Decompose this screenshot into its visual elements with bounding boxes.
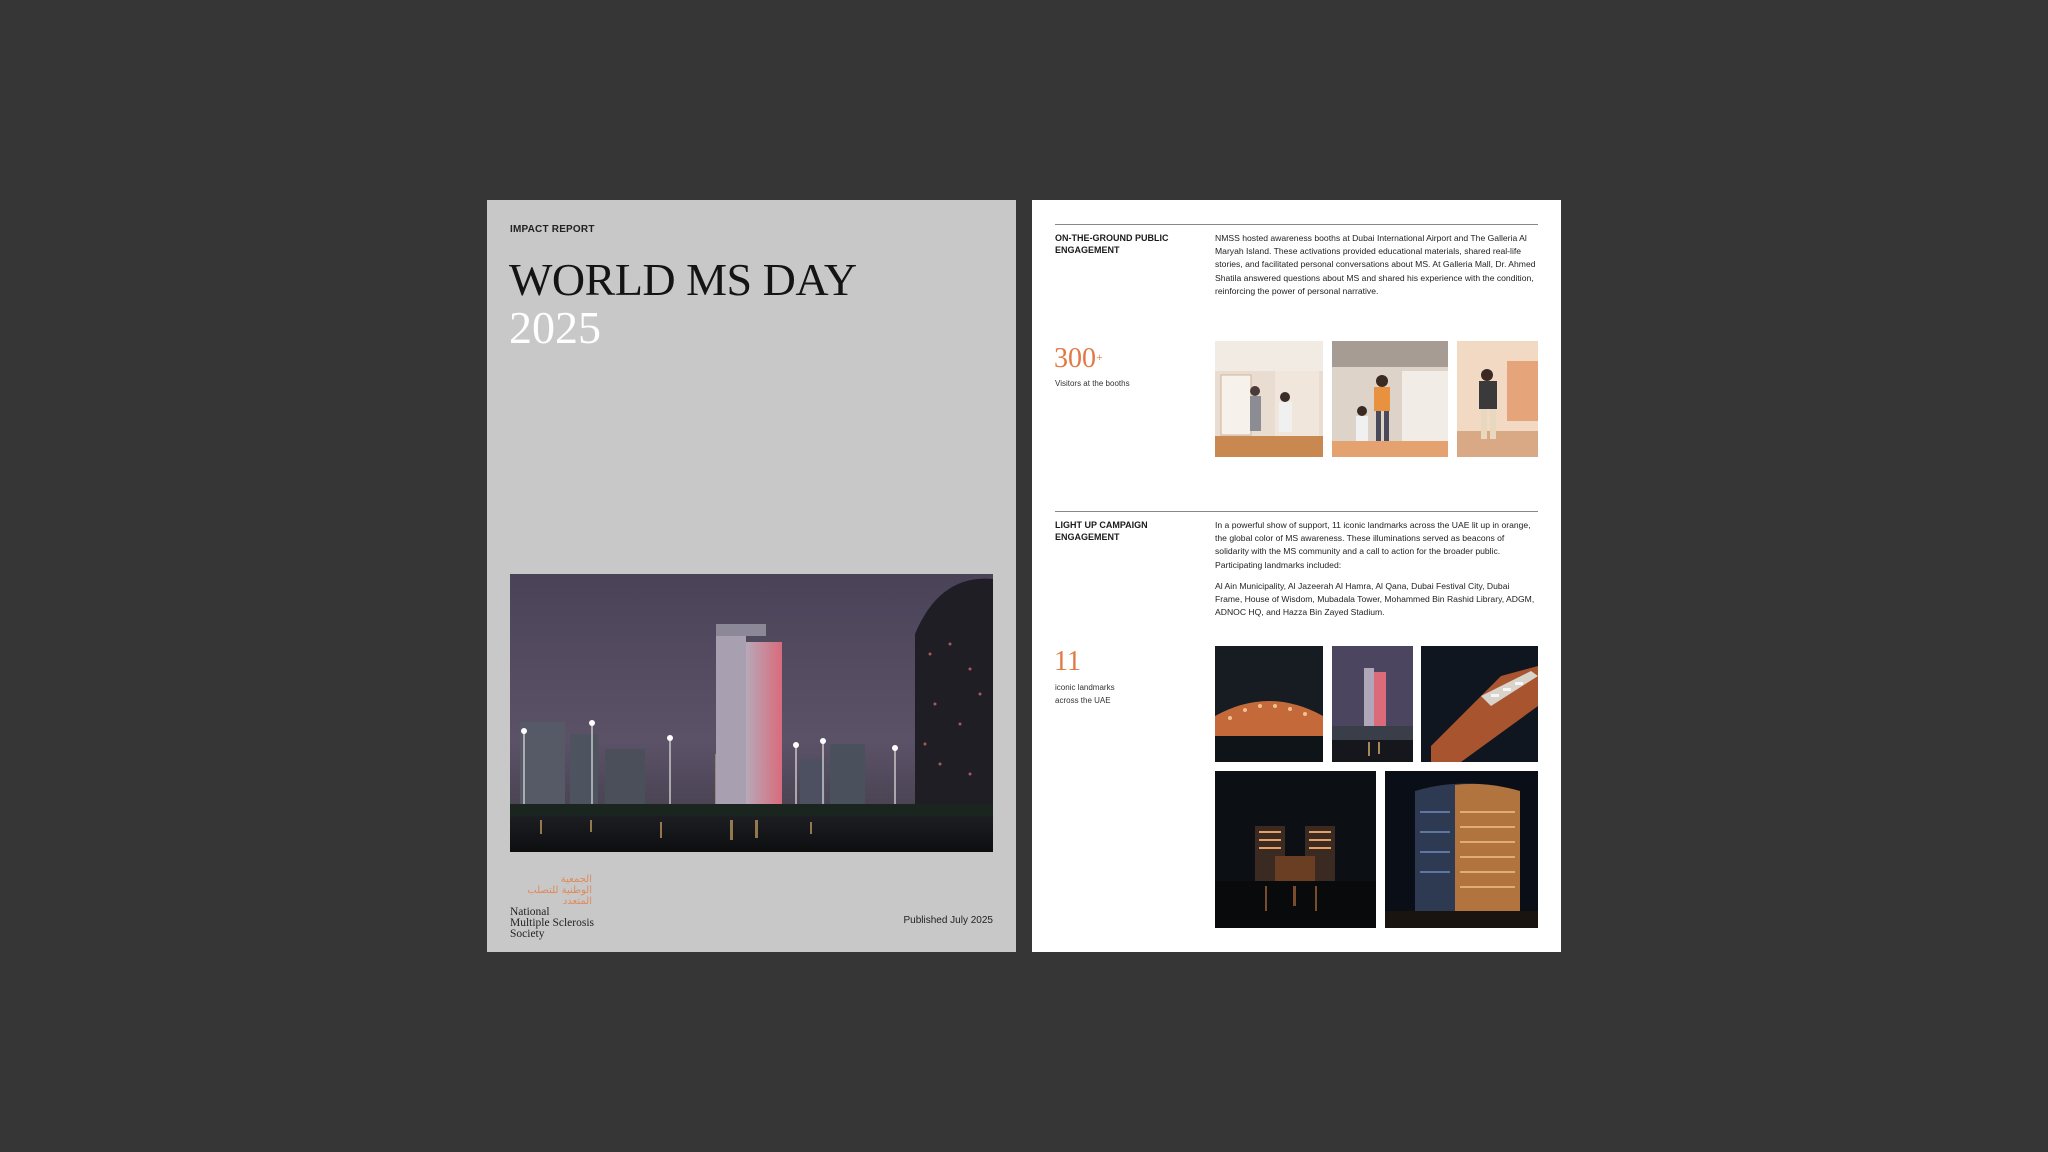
- section2-stat-value: 11: [1054, 646, 1081, 677]
- landmark-photo-frame: [1421, 646, 1538, 762]
- section1-stat-label: Visitors at the booths: [1055, 379, 1130, 388]
- published-date: Published July 2025: [903, 915, 993, 926]
- cover-page: [487, 200, 1016, 952]
- inner-page: [1032, 200, 1561, 952]
- logo-arabic: الجمعية الوطنية للتصلب المتعدد: [527, 874, 592, 907]
- cover-title: WORLD MS DAY: [509, 254, 857, 305]
- nmss-logo: [510, 874, 594, 940]
- landmark-photo-stadium: [1215, 646, 1323, 762]
- section2-title: LIGHT UP CAMPAIGN ENGAGEMENT: [1055, 520, 1148, 542]
- report-label: IMPACT REPORT: [510, 224, 595, 235]
- section1-body: NMSS hosted awareness booths at Dubai International Airport and The Galleria Al Maryah Island. These activations provided educational materials, shared real-life stories, and facilitated personal conversations about MS. At Galleria Mall, Dr. Ahmed Shatila answered questions about MS and shared his experience with the condition, reinforcing the power of personal narrative.: [1215, 233, 1536, 296]
- section2-body: In a powerful show of support, 11 iconic landmarks across the UAE lit up in orange, the global color of MS awareness. These illuminations served as beacons of solidarity with the MS community and a call to action for the broader public. Participating landmarks included: Al Ain Municipality, Al Jazeerah Al Hamra, Al Qana, Dubai Festival City, Dubai Frame, House of Wisdom, Mubadala Tower, Mohammed Bin Rashid Library, ADGM, ADNOC HQ, and Hazza Bin Zayed Stadium.: [1215, 520, 1535, 618]
- section-divider: [1055, 224, 1538, 225]
- booth-photo-3: [1457, 341, 1538, 457]
- booth-photo-2: [1332, 341, 1448, 457]
- landmark-photo-hq: [1385, 771, 1538, 928]
- section-divider: [1055, 511, 1538, 512]
- section1-title: ON-THE-GROUND PUBLIC ENGAGEMENT: [1055, 233, 1169, 255]
- cover-photo-skyline: [510, 574, 993, 852]
- booth-photo-1: [1215, 341, 1323, 457]
- cover-year: 2025: [509, 302, 601, 353]
- section1-stat-value: 300+: [1054, 343, 1103, 374]
- landmark-photo-twin-towers: [1215, 771, 1376, 928]
- landmark-photo-tower: [1332, 646, 1413, 762]
- section2-stat-label: iconic landmarks across the UAE: [1055, 683, 1115, 705]
- logo-english: National Multiple Sclerosis Society: [510, 906, 595, 940]
